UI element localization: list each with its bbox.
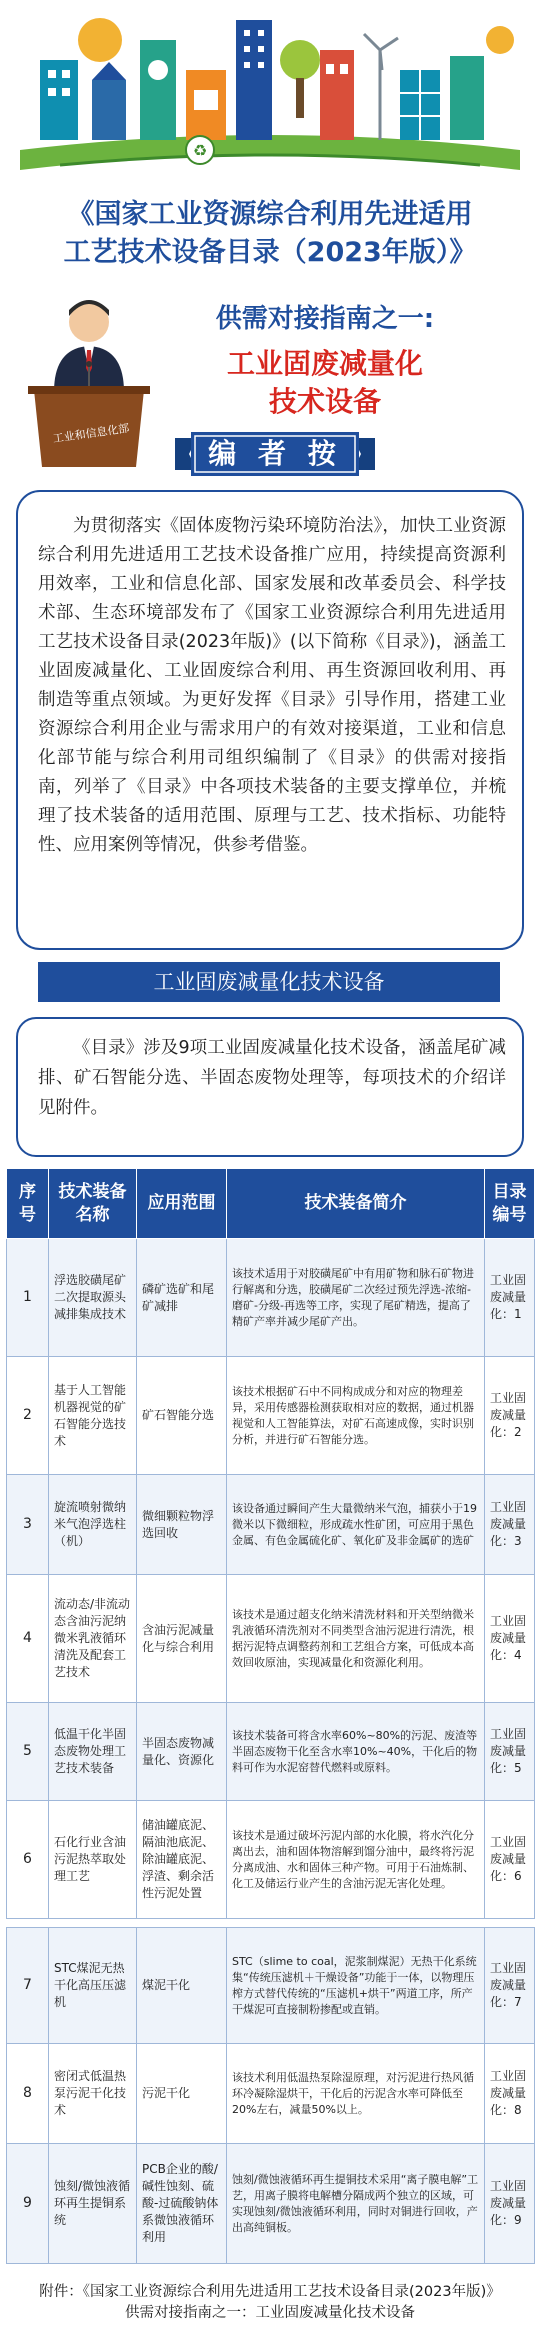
- table-row: [7, 1357, 535, 1475]
- row-scope: 污泥干化: [137, 2044, 227, 2144]
- header-scope: 应用范围: [137, 1169, 227, 1239]
- table-row: [7, 1475, 535, 1575]
- editor-note-ribbon: [175, 430, 375, 478]
- topic-line-1: 工业固废减量化: [226, 347, 423, 380]
- row-name: 石化行业含油污泥热萃取处理工艺: [49, 1801, 137, 1919]
- row-name: 浮选胶磺尾矿二次提取源头减排集成技术: [49, 1239, 137, 1357]
- title-line-1: 《国家工业资源综合利用先进适用: [67, 199, 473, 230]
- row-desc: 该技术适用于对胶磺尾矿中有用矿物和脉石矿物进行解离和分选，胶磺尾矿二次经过预先浮选-浓缩-磨矿-分级-再选等工序，实现了尾矿精选，提高了精矿产率并减少尾矿产出。: [227, 1239, 485, 1357]
- table-row: [7, 1575, 535, 1703]
- row-desc: 该技术是通过超支化纳米清洗材料和开关型纳微米乳液循环清洗剂对不同类型含油污泥进行清洗，根据污泥特点调整药剂和工艺组合方案，可低成本高效回收原油，实现减量化和资源化利用。: [227, 1575, 485, 1703]
- podium-label: 工业和信息化部: [52, 421, 131, 446]
- attachment-line-2: 供需对接指南之一：工业固废减量化技术设备: [125, 2305, 415, 2321]
- row-name: 旋流喷射微纳米气泡浮选柱（机）: [49, 1475, 137, 1575]
- row-name: 流动态/非流动态含油污泥纳微米乳液循环清洗及配套工艺技术: [49, 1575, 137, 1703]
- row-name: 蚀刻/微蚀液循环再生提铜系统: [49, 2144, 137, 2264]
- header-code: 目录编号: [485, 1169, 535, 1239]
- row-scope: 矿石智能分选: [137, 1357, 227, 1475]
- plant-icon: [320, 50, 354, 140]
- section-summary-box: [16, 1017, 524, 1157]
- skyscraper-icon: [236, 20, 272, 140]
- row-name: 基于人工智能机器视觉的矿石智能分选技术: [49, 1357, 137, 1475]
- row-no: 4: [7, 1575, 49, 1703]
- table-row: [7, 2044, 535, 2144]
- header-name: 技术装备名称: [49, 1169, 137, 1239]
- row-name: 密闭式低温热泵污泥干化技术: [49, 2044, 137, 2144]
- row-code: 工业固废减量化：3: [485, 1475, 535, 1575]
- attachment-note: [8, 2282, 532, 2324]
- section-summary: 《目录》涉及9项工业固废减量化技术设备，涵盖尾矿减排、矿石智能分选、半固态废物处理等，每项技术的介绍详见附件。: [38, 1038, 506, 1118]
- row-no: 9: [7, 2144, 49, 2264]
- sun-icon: [78, 18, 122, 62]
- header-no: 序号: [7, 1169, 49, 1239]
- row-scope: 含油污泥减量化与综合利用: [137, 1575, 227, 1703]
- row-desc: 该技术是通过破坏污泥内部的水化膜，将水汽化分离出去，油和固体物溶解到馏分油中，最终将污泥分离成油、水和固体三种产物。可用于石油炼制、化工及储运行业产生的含油污泥无害化处理。: [227, 1801, 485, 1919]
- topic-title: [160, 345, 490, 421]
- row-scope: PCB企业的酸/碱性蚀刻、硫酸-过硫酸钠体系微蚀液循环利用: [137, 2144, 227, 2264]
- table-row: [7, 1239, 535, 1357]
- section-title-bar: 工业固废减量化技术设备: [38, 962, 500, 1002]
- office-icon: [450, 56, 484, 140]
- row-no: 8: [7, 2044, 49, 2144]
- row-no: 5: [7, 1703, 49, 1801]
- row-scope: 储油罐底泥、隔油池底泥、除油罐底泥、浮渣、剩余活性污泥处置: [137, 1801, 227, 1919]
- editor-note-label: 编 者 按: [208, 437, 342, 470]
- intro-paragraph: 为贯彻落实《固体废物污染环境防治法》，加快工业资源综合利用先进适用工艺技术设备推广应用，持续提高资源利用效率，工业和信息化部、国家发展和改革委员会、科学技术部、生态环境部发布了《国家工业资源综合利用先进适用工艺技术设备目录(2023年版)》(以下简称《目录》)，涵盖工业固废减量化、工业固废综合利用、再生资源回收利用、再制造等重点领域。为更好发挥《目录》引导作用，搭建工业资源综合利用企业与需求用户的有效对接渠道，工业和信息化部节能与综合利用司组织编制了《目录》的供需对接指南，列举了《目录》中各项技术装备的主要支撑单位，并梳理了技术装备的适用范围、原理与工艺、技术指标、功能特性、应用案例等情况，供参考借鉴。: [38, 516, 506, 855]
- row-name: STC煤泥无热干化高压压滤机: [49, 1928, 137, 2044]
- svg-text:♻: ♻: [192, 141, 208, 160]
- row-code: 工业固废减量化：7: [485, 1928, 535, 2044]
- topic-line-2: 技术设备: [268, 385, 381, 418]
- row-code: 工业固废减量化：4: [485, 1575, 535, 1703]
- row-no: 2: [7, 1357, 49, 1475]
- row-desc: 该技术根据矿石中不同构成成分和对应的物理差异，采用传感器检测获取相对应的数据，通过机器视觉和人工智能算法，对矿石高速成像，实时识别分析，并进行矿石智能分选。: [227, 1357, 485, 1475]
- row-desc: 该设备通过瞬间产生大量微纳米气泡，捕获小于19微米以下微细粒，形成疏水性矿团，可应用于黑色金属、有色金属硫化矿、氧化矿及非金属矿的选矿: [227, 1475, 485, 1575]
- table-header-row: [7, 1169, 535, 1239]
- row-scope: 磷矿选矿和尾矿减排: [137, 1239, 227, 1357]
- technology-table: [6, 1168, 535, 1919]
- table-row: [7, 2144, 535, 2264]
- recycle-icon: [186, 136, 214, 164]
- factory-icon: [92, 80, 126, 140]
- row-code: 工业固废减量化：1: [485, 1239, 535, 1357]
- row-desc: 该技术利用低温热泵除湿原理，对污泥进行热风循环冷凝除湿烘干，干化后的污泥含水率可降低至20%左右，减量50%以上。: [227, 2044, 485, 2144]
- tower-icon: [140, 40, 176, 140]
- speaker-at-podium-illustration: [14, 282, 164, 472]
- row-code: 工业固废减量化：5: [485, 1703, 535, 1801]
- row-desc: STC（slime to coal，泥浆制煤泥）无热干化系统集“传统压滤机＋干燥设备”功能于一体，以物理压榨方式替代传统的“压滤机+烘干”两道工序，所产干煤泥可直接制粉掺配或直销。: [227, 1928, 485, 2044]
- row-scope: 煤泥干化: [137, 1928, 227, 2044]
- row-scope: 半固态废物减量化、资源化: [137, 1703, 227, 1801]
- attachment-line-1: 附件：《国家工业资源综合利用先进适用工艺技术设备目录(2023年版)》: [39, 2284, 501, 2300]
- ground-swoosh: [20, 135, 520, 170]
- guide-label: 供需对接指南之一:: [215, 304, 435, 334]
- tree-icon: [280, 40, 320, 80]
- row-scope: 微细颗粒物浮选回收: [137, 1475, 227, 1575]
- title-line-2: 工艺技术设备目录（2023年版）》: [63, 237, 477, 268]
- table-row: [7, 1928, 535, 2044]
- row-desc: 蚀刻/微蚀液循环再生提铜技术采用“离子膜电解”工艺，用离子膜将电解槽分隔成两个独立的区域，可实现蚀刻/微蚀液循环利用，同时对铜进行回收，产出高纯铜板。: [227, 2144, 485, 2264]
- row-code: 工业固废减量化：6: [485, 1801, 535, 1919]
- row-code: 工业固废减量化：9: [485, 2144, 535, 2264]
- row-no: 6: [7, 1801, 49, 1919]
- technology-table-continued: [6, 1927, 535, 2264]
- page-title: [20, 196, 520, 272]
- row-code: 工业固废减量化：8: [485, 2044, 535, 2144]
- table-row: [7, 1703, 535, 1801]
- row-no: 3: [7, 1475, 49, 1575]
- row-name: 低温干化半固态废物处理工艺技术装备: [49, 1703, 137, 1801]
- table-row: [7, 1801, 535, 1919]
- row-no: 7: [7, 1928, 49, 2044]
- row-no: 1: [7, 1239, 49, 1357]
- industrial-recycling-banner: [0, 0, 540, 180]
- header-desc: 技术装备简介: [227, 1169, 485, 1239]
- row-desc: 该技术装备可将含水率60%~80%的污泥、废渣等半固态废物干化至含水率10%~40%，干化后的物料可作为水泥窑替代燃料或原料。: [227, 1703, 485, 1801]
- row-code: 工业固废减量化：2: [485, 1357, 535, 1475]
- building-icon: [40, 60, 78, 140]
- intro-box: [16, 490, 524, 950]
